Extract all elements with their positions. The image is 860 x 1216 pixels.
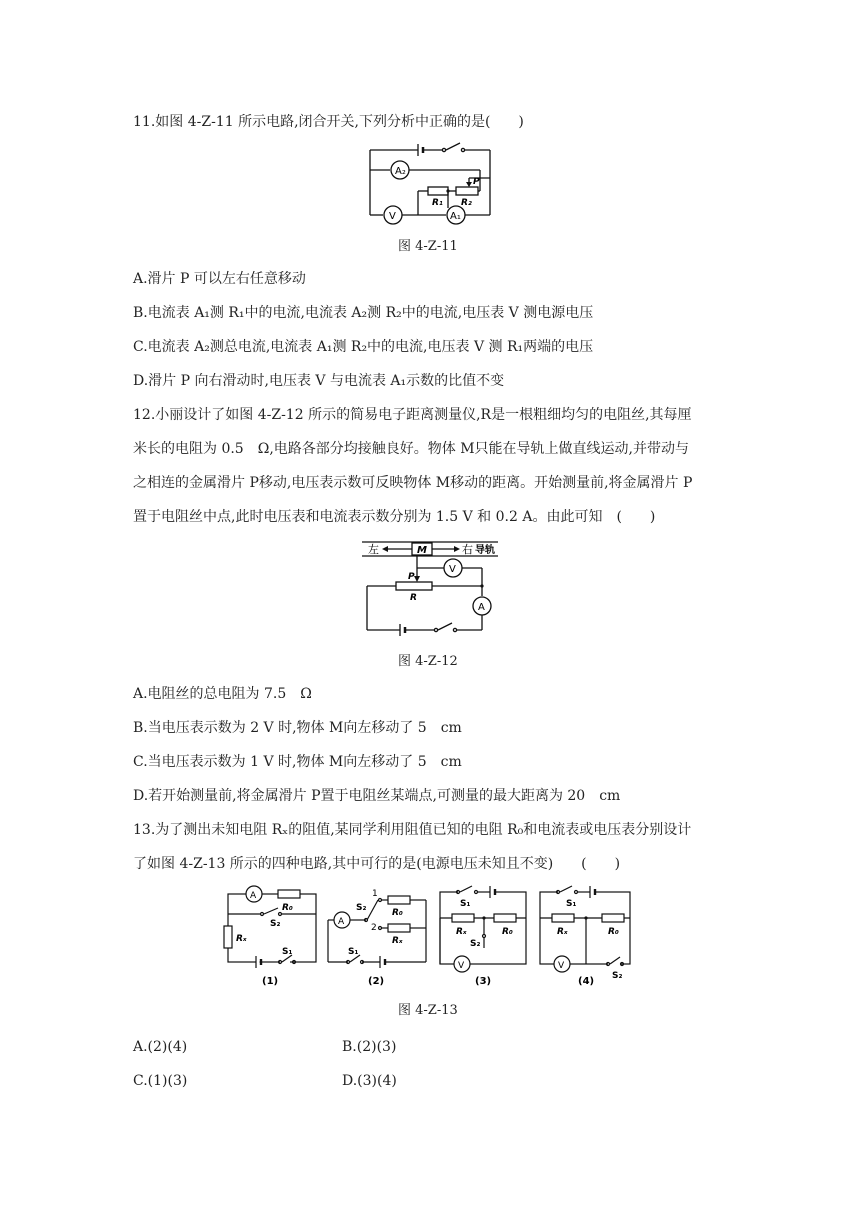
figure-caption: 图 4-Z-11 <box>398 239 458 254</box>
q12-stem-line: 置于电阻丝中点,此时电压表和电流表示数分别为 1.5 V 和 0.2 A。由此可知 ( ) <box>133 509 656 525</box>
figure-4-z-13 <box>220 884 640 988</box>
rx-label: Rₓ <box>236 934 247 944</box>
r0-label: R₀ <box>502 927 513 937</box>
circuit-3-label: (3) <box>475 976 492 987</box>
q13-option-a: A.(2)(4) <box>133 1039 188 1055</box>
r0-label: R₀ <box>282 903 293 913</box>
r1-label: R₁ <box>432 198 443 208</box>
q13-option-d: D.(3)(4) <box>342 1073 397 1089</box>
r0-label: R₀ <box>608 927 619 937</box>
rail-left-label: 左 <box>368 543 379 556</box>
ammeter-label: A <box>250 891 257 901</box>
q12-option-a: A.电阻丝的总电阻为 7.5 Ω <box>133 686 312 702</box>
object-m-label: M <box>417 545 427 556</box>
slider-p-label: P <box>473 177 480 187</box>
rx-label: Rₓ <box>456 927 467 937</box>
q11-stem: 11.如图 4-Z-11 所示电路,闭合开关,下列分析中正确的是( ) <box>133 114 524 130</box>
rx-label: Rₓ <box>392 936 403 946</box>
contact-1-label: 1 <box>372 889 378 899</box>
s2-label: S₂ <box>470 939 481 949</box>
q12-option-c: C.当电压表示数为 1 V 时,物体 M向左移动了 5 cm <box>133 754 462 770</box>
ammeter-label: A <box>338 917 345 927</box>
q12-stem-line: 12.小丽设计了如图 4-Z-12 所示的简易电子距离测量仪,R是一根粗细均匀的电阻丝,其每厘 <box>133 407 692 423</box>
s2-label: S₂ <box>356 903 367 913</box>
q13-stem-line: 了如图 4-Z-13 所示的四种电路,其中可行的是(电源电压未知且不变) ( ) <box>133 856 621 872</box>
q12-option-b: B.当电压表示数为 2 V 时,物体 M向左移动了 5 cm <box>133 720 462 736</box>
r2-label: R₂ <box>461 198 472 208</box>
voltmeter-label: V <box>558 961 565 971</box>
voltmeter-label: V <box>389 211 396 222</box>
s1-label: S₁ <box>460 899 471 909</box>
q12-option-d: D.若开始测量前,将金属滑片 P置于电阻丝某端点,可测量的最大距离为 20 cm <box>133 788 621 804</box>
circuit-4-label: (4) <box>578 976 595 987</box>
voltmeter-label: V <box>458 961 465 971</box>
rail-right-label: 右 <box>462 543 473 556</box>
voltmeter-label: V <box>449 564 456 575</box>
q12-stem-line: 米长的电阻为 0.5 Ω,电路各部分均接触良好。物体 M只能在导轨上做直线运动,并带动与 <box>133 441 690 457</box>
q11-option-b: B.电流表 A₁测 R₁中的电流,电流表 A₂测 R₂中的电流,电压表 V 测电源电压 <box>133 305 594 321</box>
s2-label: S₂ <box>270 919 281 929</box>
slider-p-label: P <box>408 572 415 582</box>
rail-label: 导轨 <box>475 545 495 556</box>
s1-label: S₁ <box>566 899 577 909</box>
r0-label: R₀ <box>392 908 403 918</box>
rx-label: Rₓ <box>557 927 568 937</box>
ammeter-a2-label: A₂ <box>395 166 406 177</box>
q11-option-c: C.电流表 A₂测总电流,电流表 A₁测 R₂中的电流,电压表 V 测 R₁两端的电压 <box>133 339 594 355</box>
s1-label: S₁ <box>348 947 359 957</box>
circuit-2-label: (2) <box>368 976 385 987</box>
q11-option-a: A.滑片 P 可以左右任意移动 <box>133 271 306 287</box>
ammeter-a1-label: A₁ <box>450 211 461 222</box>
q13-stem-line: 13.为了测出未知电阻 Rₓ的阻值,某同学利用阻值已知的电阻 R₀和电流表或电压表分别设计 <box>133 822 692 838</box>
figure-caption: 图 4-Z-12 <box>398 654 458 669</box>
q12-stem-line: 之相连的金属滑片 P移动,电压表示数可反映物体 M移动的距离。开始测量前,将金属滑片 P <box>133 475 693 491</box>
q13-option-c: C.(1)(3) <box>133 1073 188 1089</box>
circuit-1-label: (1) <box>262 976 279 987</box>
s1-label: S₁ <box>282 947 293 957</box>
figure-caption: 图 4-Z-13 <box>398 1003 458 1018</box>
resistor-r-label: R <box>410 593 417 603</box>
contact-2-label: 2 <box>371 923 377 933</box>
q13-option-b: B.(2)(3) <box>342 1039 397 1055</box>
figure-4-z-11 <box>360 138 500 226</box>
q11-option-d: D.滑片 P 向右滑动时,电压表 V 与电流表 A₁示数的比值不变 <box>133 373 505 389</box>
s2-label: S₂ <box>612 971 623 981</box>
figure-4-z-12 <box>360 538 500 638</box>
ammeter-label: A <box>478 602 485 613</box>
